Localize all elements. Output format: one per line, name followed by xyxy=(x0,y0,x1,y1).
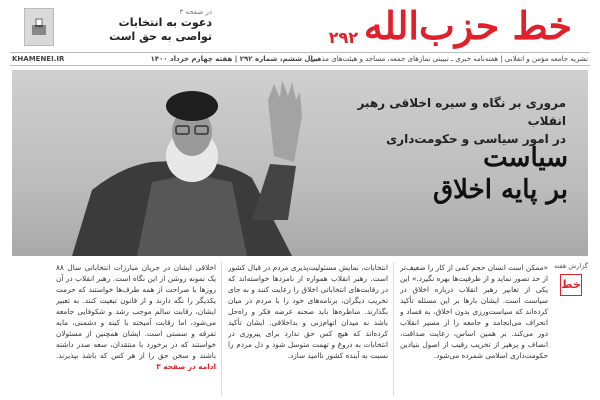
masthead xyxy=(10,3,590,50)
hero-deck xyxy=(316,94,566,148)
headline-line2: بر پایه اخلاق xyxy=(432,175,568,205)
report-tag-label: گزارش هفته xyxy=(554,262,588,270)
article-column-3-text: اخلاقی ایشان در جریان مبارزات انتخاباتی سال ۸۸ یک نمونه روشن از این نگاه است. رهبر انقلاب در آن روزها با صراحت از همه طرف‌ها خواستند که حرمت یکدیگر را نگه دارند و از قانون تبعیت کنند. به تعبیر ایشان، رقابت سالم موجب رشد و شکوفایی جامعه می‌شود، اما رقابت آمیخته با کینه و دشمنی، مایه تفرقه و سستی است. ایشان همچنین از مسئولان خواستند که در برخورد با منتقدان، سعه صدر داشته باشند و سخن حق را از هر کس که باشد بپذیرند. xyxy=(56,263,216,360)
teaser-title-line1: دعوت به انتخابات xyxy=(118,16,212,29)
main-headline[interactable] xyxy=(318,142,568,206)
ballot-box-icon xyxy=(24,8,54,46)
hero-photo xyxy=(42,70,342,256)
headline-line1: سیاست xyxy=(483,143,568,173)
hero-section xyxy=(12,70,588,256)
website-label: KHAMENEI.IR xyxy=(12,55,65,63)
article-columns xyxy=(12,262,588,396)
article-column-1: «ممکن است انسان حجم کمی از کار را ضعیف‌تر از حد تصور نماید و از ظرفیت‌ها بهره نگیرد.» این یکی از تعابیر رهبر انقلاب درباره اخلاق در سیاست است. ایشان بارها بر این مسئله تأکید کرده‌اند که سیاست‌ورزی بدون اخلاق، به فساد و انحراف می‌انجامد و جامعه را از مسیر انقلاب دور می‌کند. بر همین اساس، رعایت صداقت، انصاف و پرهیز از تخریب رقیب از اصول بنیادین حکومت‌داری اسلامی شمرده می‌شود. xyxy=(400,263,548,360)
column-divider xyxy=(221,262,222,396)
deck-line2: در امور سیاسی و حکومت‌داری xyxy=(386,132,566,146)
publication-logo: خط حزب‌الله xyxy=(363,3,572,48)
teaser-title-line2: تواصی به حق است xyxy=(109,30,212,43)
report-stamp-icon: خط xyxy=(560,274,582,296)
issue-badge: ۲۹۲ xyxy=(328,28,358,47)
article-column-2: انتخابات، نمایش مسئولیت‌پذیری مردم در قبال کشور است. رهبر انقلاب همواره از نامزدها خواسته‌اند که در رقابت‌های انتخاباتی اخلاق را رعایت کنند و به جای تخریب دیگران، برنامه‌های خود را با مردم در میان بگذارند. مناظره‌ها باید صحنه عرضه فکر و راه‌حل باشد نه میدان اتهام‌زنی و بداخلاقی. ایشان تأکید کرده‌اند که هیچ کس حق ندارد برای پیروزی در انتخابات به دروغ و تهمت متوسل شود و دل مردم را نسبت به آینده کشور ناامید سازد. xyxy=(228,263,388,360)
deck-line1: مروری بر نگاه و سیره اخلاقی رهبر انقلاب xyxy=(357,96,566,128)
info-strip xyxy=(10,52,590,66)
article-column-3 xyxy=(56,262,216,396)
continue-link[interactable]: ادامه در صفحه ۳ xyxy=(156,362,216,371)
report-tag xyxy=(554,262,588,296)
teaser-page-ref: در صفحه ۳ xyxy=(179,8,212,16)
issue-info: سال ششم، شماره ۲۹۲ | هفته چهارم خرداد ۱۴۰۰ xyxy=(150,55,320,63)
cover-teaser[interactable] xyxy=(62,8,212,44)
column-divider xyxy=(393,262,394,396)
publication-description: نشریه جامعه مؤمن و انقلابی | هفته‌نامه خبری ـ تبیینی نمازهای جمعه، مساجد و هیئت‌های مذهبی xyxy=(309,55,588,63)
